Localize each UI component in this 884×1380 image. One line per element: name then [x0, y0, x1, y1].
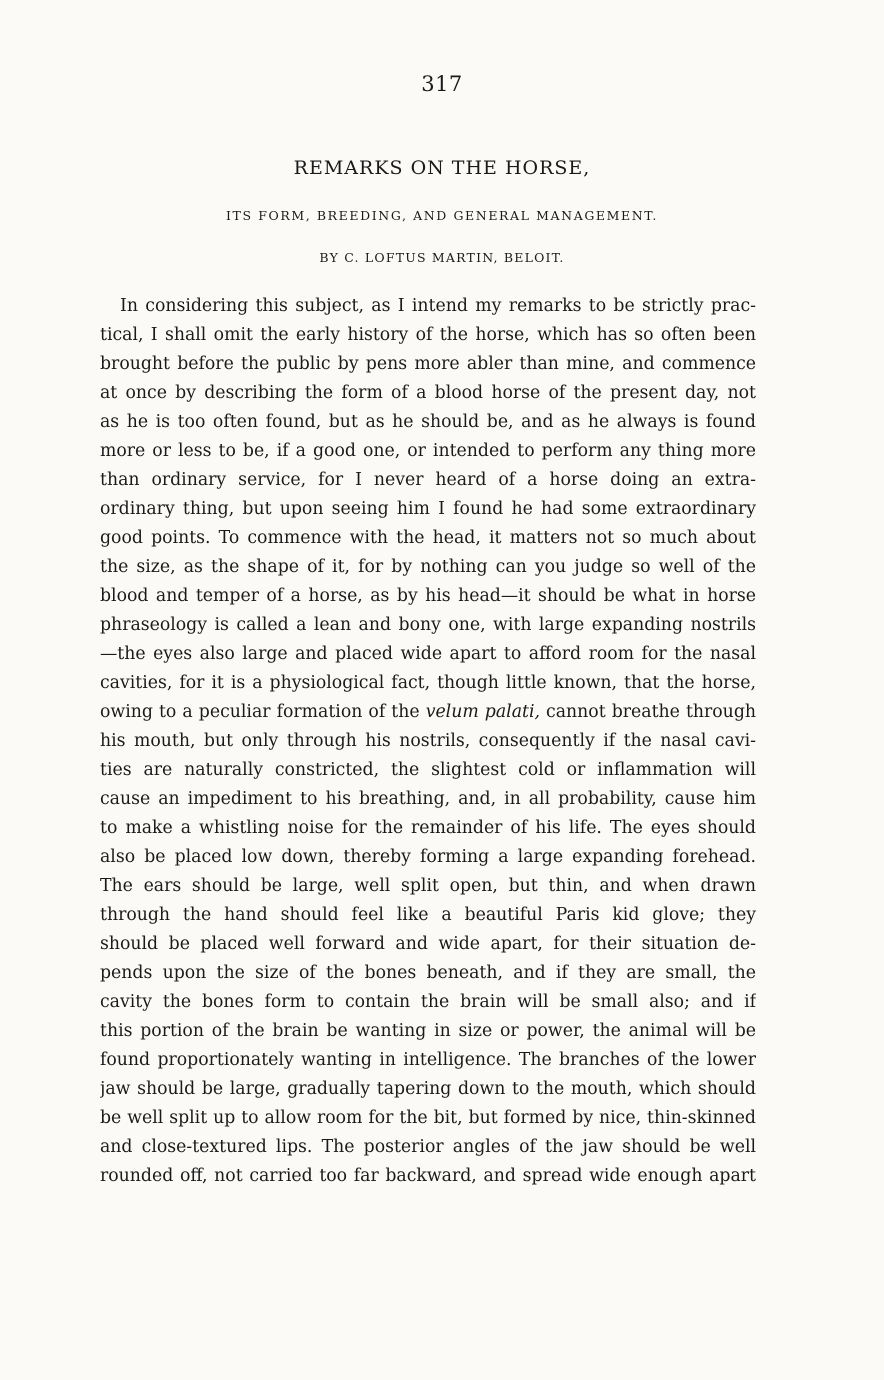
body-line-italic — [100, 698, 756, 727]
body-line: and close-textured lips. The posterior angles of the jaw should be well — [100, 1137, 756, 1157]
body-line: —the eyes also large and placed wide apart to afford room for the nasal — [100, 644, 756, 664]
text-run: owing to a peculiar formation of the — [100, 702, 426, 722]
body-line: blood and temper of a horse, as by his head—it should be what in horse — [100, 586, 756, 606]
article-body — [100, 292, 756, 1191]
article-subtitle: ITS FORM, BREEDING, AND GENERAL MANAGEMENT. — [225, 208, 658, 223]
body-line: found proportionately wanting in intelligence. The branches of the lower — [100, 1050, 756, 1070]
body-line: more or less to be, if a good one, or intended to perform any thing more — [100, 441, 756, 461]
page-number: 317 — [421, 72, 463, 96]
body-line: at once by describing the form of a blood horse of the present day, not — [100, 383, 756, 403]
article-title: REMARKS ON THE HORSE, — [293, 157, 591, 179]
body-line: should be placed well forward and wide apart, for their situation de- — [100, 934, 756, 954]
article-byline: BY C. LOFTUS MARTIN, BELOIT. — [319, 250, 565, 265]
text-run: cannot breathe through — [539, 702, 756, 722]
body-line: as he is too often found, but as he should be, and as he always is found — [100, 412, 756, 432]
body-line: jaw should be large, gradually tapering down to the mouth, which should — [100, 1079, 756, 1099]
body-line: be well split up to allow room for the bit, but formed by nice, thin-skinned — [100, 1108, 756, 1128]
body-line: the size, as the shape of it, for by nothing can you judge so well of the — [100, 557, 756, 577]
body-line: ordinary thing, but upon seeing him I found he had some extraordinary — [100, 499, 756, 519]
body-line: rounded off, not carried too far backward, and spread wide enough apart — [100, 1166, 756, 1186]
body-line: cause an impediment to his breathing, and, in all probability, cause him — [100, 789, 756, 809]
body-line: cavities, for it is a physiological fact, though little known, that the horse, — [100, 673, 756, 693]
body-line: his mouth, but only through his nostrils, consequently if the nasal cavi- — [100, 731, 756, 751]
body-line: through the hand should feel like a beautiful Paris kid glove; they — [100, 905, 756, 925]
body-line: also be placed low down, thereby forming a large expanding forehead. — [100, 847, 756, 867]
body-line: than ordinary service, for I never heard of a horse doing an extra- — [100, 470, 756, 490]
body-line: cavity the bones form to contain the brain will be small also; and if — [100, 992, 756, 1012]
body-line: The ears should be large, well split open, but thin, and when drawn — [100, 876, 756, 896]
body-line: to make a whistling noise for the remainder of his life. The eyes should — [100, 818, 756, 838]
body-line: this portion of the brain be wanting in size or power, the animal will be — [100, 1021, 756, 1041]
body-line: phraseology is called a lean and bony one, with large expanding nostrils — [100, 615, 756, 635]
body-line: tical, I shall omit the early history of the horse, which has so often been — [100, 325, 756, 345]
body-line: In considering this subject, as I intend my remarks to be strictly prac- — [120, 296, 756, 316]
body-line: pends upon the size of the bones beneath, and if they are small, the — [100, 963, 756, 983]
body-line: good points. To commence with the head, it matters not so much about — [100, 528, 756, 548]
body-line: ties are naturally constricted, the slightest cold or inflammation will — [100, 760, 756, 780]
italic-term: velum palati, — [425, 702, 540, 722]
body-line: brought before the public by pens more abler than mine, and commence — [100, 354, 756, 374]
